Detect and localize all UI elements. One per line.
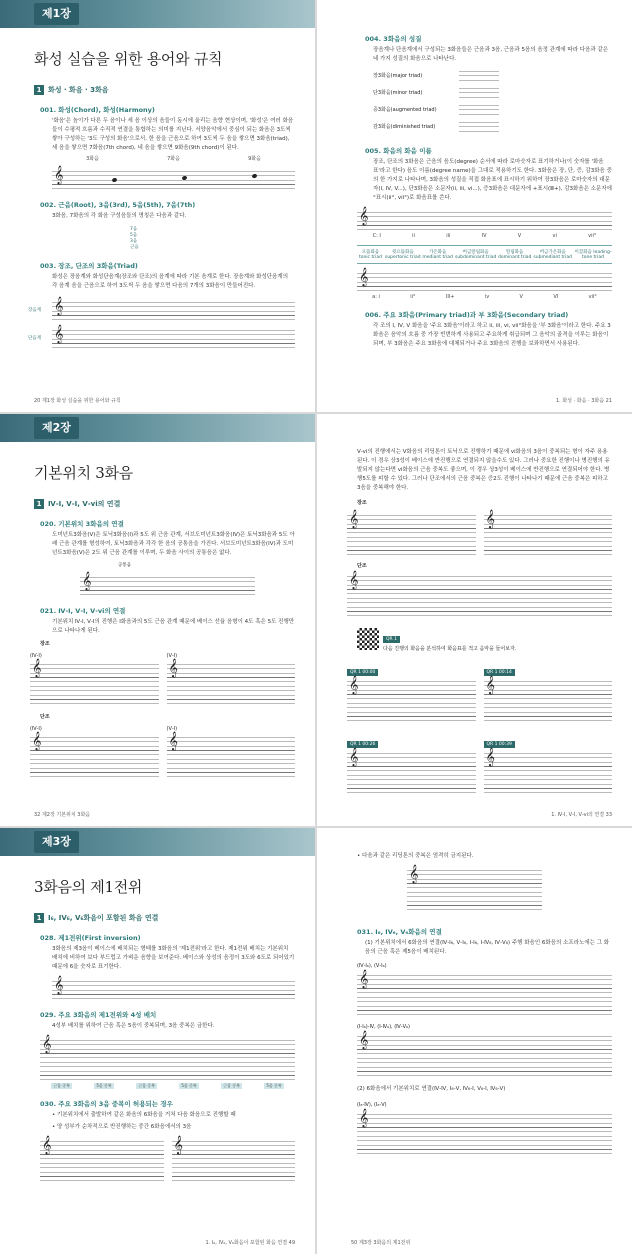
doubling-label: 근음 중복: [223, 1083, 240, 1088]
treble-clef-icon: 𝄞: [82, 571, 92, 590]
numeral: VI: [553, 294, 559, 300]
bullet-text: 양 성부가 순차적으로 반진행하는 중간 6화음에서의 3음: [57, 1124, 192, 1130]
item-heading: 003. 장조, 단조의 3화음(Triad): [40, 262, 138, 270]
degree-name: 버금딸림화음 subdominant triad: [454, 250, 497, 260]
numeral: vii°: [588, 294, 597, 300]
item-heading: 001. 화성(Chord), 화성(Harmony): [40, 106, 155, 114]
doubling-label: 근음 중복: [138, 1083, 155, 1088]
qr-code-icon[interactable]: [357, 628, 379, 650]
qr-clip-badge: QR 1 00:26: [347, 741, 378, 748]
grand-staff: [347, 747, 476, 794]
treble-clef-icon: 𝄞: [409, 864, 419, 883]
qr-text: [383, 625, 516, 652]
section-label: 화성 · 화음 · 3화음: [48, 86, 109, 94]
treble-clef-icon: 𝄞: [54, 296, 64, 315]
paragraph: 3화음의 제3음이 베이스에 배치되는 형태를 3화음의 '제1전위'라고 한다. 제1전위 배치는 기본위치 배치에 비하여 보다 부드럽고 가벼운 음향을 보여준다. 베이스와 상성의 음정이 3도와 6도로 되어있기 때문에 6을 숫자로 표기한다.: [52, 946, 295, 970]
item-heading: 021. Ⅳ-Ⅰ, Ⅴ-Ⅰ, Ⅴ-vi의 연결: [40, 607, 126, 615]
bullet-item: • 양 성부가 순차적으로 반진행하는 중간 6화음에서의 3음: [52, 1124, 192, 1130]
page-49: [0, 828, 315, 1254]
paragraph: 화성은 장음계와 화성단음계(장조와 단조)의 음계에 따라 기본 음계로 한다. 장음계와 화성단음계의 각 음계 음을 근음으로 하여 3도씩 두 음을 쌓으면 다음의 7개의 3화음이 만들어진다.: [52, 274, 289, 289]
spread-2: [0, 414, 632, 826]
chapter-tab: 제1장: [34, 3, 79, 25]
section-label: Ⅳ-Ⅰ, Ⅴ-Ⅰ, Ⅴ-vi의 연결: [48, 500, 121, 508]
music-staff: [459, 102, 499, 118]
staff-row: [0, 324, 315, 349]
legend-item: 5음: [130, 233, 138, 238]
item-heading: 005. 화음의 화음 이름: [365, 147, 432, 155]
legend-item: 근음: [130, 245, 139, 250]
quality-row: [373, 102, 612, 119]
example: [167, 653, 296, 705]
note-icon: [111, 177, 117, 182]
common-tone-label: 공통음: [118, 563, 132, 568]
chapter-banner: [0, 828, 315, 856]
example-caption: (Ⅳ-I₆), (Ⅴ-I₆): [357, 963, 387, 969]
treble-clef-icon: 𝄞: [54, 975, 64, 994]
page-footer: 1. 화성 · 화음 · 3화음 21: [555, 398, 612, 404]
example-caption: (Ⅳ-Ⅰ): [30, 726, 42, 732]
page-50: [317, 828, 632, 1254]
item-heading: 029. 주요 3화음의 제1전위와 4성 배치: [40, 1011, 157, 1019]
item-heading: 002. 근음(Root), 3음(3rd), 5음(5th), 7음(7th): [40, 201, 196, 209]
degree-name: 버금가온화음 submediant triad: [533, 250, 573, 260]
treble-clef-icon: 𝄞: [349, 509, 359, 528]
chord-label: 3화음: [86, 156, 99, 162]
numeral: V: [517, 233, 522, 239]
grand-staff: [484, 747, 613, 794]
staff-label: 단음계: [28, 336, 42, 341]
numeral: V: [519, 294, 523, 300]
section-heading: [34, 499, 315, 509]
example-grid: [40, 1135, 295, 1182]
grand-staff: [40, 1135, 164, 1182]
treble-clef-icon: 𝄞: [359, 267, 369, 286]
paragraph: 각 조의 I, IV, V 화음을 '주요 3화음'이라고 하고 ii, iii, vi, vii°화음을 '부 3화음'이라고 한다. 주요 3화음은 음악의 흐름 중 가장 빈번하게 사용되고 주요하게 취급되며 그 음악의 골격을 이루는 화음이 되며, 부 3화음은 주요 3화음에 대체되거나 주요 3화음의 진행을 보좌하면서 사용된다.: [373, 323, 611, 347]
example: [167, 726, 296, 778]
quality-label: 증3화음(augmented triad): [373, 107, 437, 113]
treble-clef-icon: 𝄞: [359, 1108, 369, 1127]
numeral: IV: [481, 233, 487, 239]
paragraph: 4성부 배치를 위하여 근음 혹은 5음이 중복되며, 3음 중복은 금한다.: [52, 1023, 215, 1029]
numeral: C: I: [372, 233, 381, 239]
numeral: iii: [446, 233, 451, 239]
treble-clef-icon: 𝄞: [485, 675, 495, 694]
example: [30, 726, 159, 778]
section-heading: [34, 85, 315, 95]
example-grid: [30, 653, 295, 705]
qr-example[interactable]: [347, 730, 476, 794]
example-caption: (Ⅴ-Ⅰ): [166, 726, 178, 732]
chapter-tab: 제3장: [34, 831, 79, 853]
numeral: ii: [412, 233, 415, 239]
staff-row: [0, 296, 315, 321]
doubling-labels: [40, 1083, 295, 1089]
grand-staff: [40, 1034, 295, 1081]
item-heading: 028. 제1전위(First inversion): [40, 934, 141, 942]
page-20: [0, 0, 315, 412]
degree-name: 이끎화음 leading-tone triad: [574, 250, 612, 260]
chapter-banner: [0, 0, 315, 28]
numeral-row: [357, 294, 612, 300]
grand-staff: [30, 658, 159, 705]
degree-name: 딸림화음 dominant triad: [497, 250, 532, 260]
music-staff: [357, 267, 612, 292]
mode-label: 장조: [357, 500, 367, 506]
page-title: 기본위치 3화음: [34, 464, 133, 482]
numeral: iv: [484, 294, 490, 300]
quality-row: [373, 68, 612, 85]
grand-staff: [484, 675, 613, 722]
quality-label: 장3화음(major triad): [373, 73, 423, 79]
numeral: vi: [552, 233, 557, 239]
chapter-tab: 제2장: [34, 417, 79, 439]
doubling-label: 5음 중복: [266, 1083, 282, 1088]
degree-name: 으뜸화음 tonic triad: [358, 250, 382, 260]
mode-label: 장조: [40, 641, 50, 647]
qr-example[interactable]: [484, 658, 613, 722]
music-staff: [52, 324, 295, 349]
grand-staff: [167, 731, 296, 778]
doubling-label: 근음 중복: [53, 1083, 70, 1088]
grand-staff: [30, 731, 159, 778]
degree-name: 윗으뜸화음 supertonic triad: [384, 250, 421, 260]
chapter-banner: [0, 414, 315, 442]
treble-clef-icon: 𝄞: [349, 570, 359, 589]
paragraph: (2) 6화음에서 기본위치로 연결(Ⅳ-Ⅳ, I₆-Ⅴ, Ⅳ₆-I, Ⅴ₆-I, Ⅳ₆-Ⅴ): [357, 1086, 506, 1092]
example-caption: (Ⅴ-Ⅰ): [166, 653, 178, 659]
music-staff: [459, 85, 499, 101]
example-caption: (I-I₆)-Ⅳ, (I-Ⅳ₆), (Ⅳ-Ⅴ₆): [357, 1024, 410, 1030]
treble-clef-icon: 𝄞: [54, 324, 64, 343]
quality-label: 감3화음(diminished triad): [373, 124, 436, 130]
numeral: ii°: [410, 294, 416, 300]
qr-description: 다음 진행의 화음을 분석하여 화음표를 적고 음악을 들어보자.: [383, 646, 517, 652]
treble-clef-icon: 𝄞: [349, 675, 359, 694]
section-heading: [34, 913, 315, 923]
example-caption: (I₆-Ⅳ), (I₆-Ⅴ): [357, 1102, 387, 1108]
qr-clip-badge: QR 1 00:39: [484, 741, 515, 748]
grand-staff: [357, 1108, 612, 1155]
numeral: a: i: [372, 294, 380, 300]
spread-1: [0, 0, 632, 412]
item-heading: 004. 3화음의 성질: [365, 35, 422, 43]
qr-badge: QR 1: [383, 636, 400, 643]
qr-row: [357, 625, 612, 652]
paragraph: Ⅴ-vi의 진행에서는 Ⅴ화음의 리딩톤이 토닉으로 진행하기 때문에 vi화음의 3음이 중복되는 형이 자주 용용된다. 이 경우 상3성이 베이스에 반진행으로 연결되지 않을수도 있다. 그러나 중요한 진행이나 병진행의 유발되지 않는다면 vi화음의 근음 중복도 좋으며, 이 경우 상3성이 베이스에 반진행으로 연결되어야 한다. 병행5도를 피할 수 있다. 그러나 단조에서의 근음 중복은 증2도 진행이 나타나기 때문에 근음 중복은 피하고 3음을 중복해야 한다.: [357, 449, 610, 491]
item-heading: 020. 기본위치 3화음의 연결: [40, 520, 124, 528]
page-footer: 50 제3장 3화음의 제1전위: [351, 1240, 411, 1246]
quality-label: 단3화음(minor triad): [373, 90, 423, 96]
qr-example-grid: [347, 658, 612, 794]
grand-staff: [357, 1030, 612, 1077]
example-grid: [30, 726, 295, 778]
quality-row: [373, 119, 612, 136]
music-staff: [459, 68, 499, 84]
numeral: III+: [445, 294, 455, 300]
bullet-item: • 다음과 같은 리딩톤의 중복은 엄격히 금지된다.: [357, 853, 474, 859]
page-footer: 1. I₆, IV₆, V₆화음이 포함된 화음 연결 49: [205, 1240, 295, 1246]
grand-staff: [407, 864, 542, 911]
paragraph: 기본위치 Ⅳ-Ⅰ, Ⅴ-Ⅰ의 진행은 Ⅰ화음과의 5도 근음 관계 때문에 베이스 선율 음형이 4도 혹은 5도 진행만으로 나타나게 된다.: [52, 619, 295, 634]
section-number: 1: [34, 499, 44, 509]
treble-clef-icon: 𝄞: [168, 731, 178, 750]
qr-example[interactable]: [484, 730, 613, 794]
treble-clef-icon: 𝄞: [168, 658, 178, 677]
paragraph: 장조, 단조의 3화음은 근음의 음도(degree) 순서에 따라 로마숫자로 표기하거나(이 숫자를 '화음 표'라고 한다) 음도 이름(degree name)을 그대로 적용하기도 한다. 3화음은 장, 단, 증, 감3화음 중의 한 가지로 나타나며, 3화음의 성질을 직접 화음표에 표시하기 위하여 장3화음은 로마숫자의 대문자(I, IV, V...), 단3화음은 소문자(ii, iii, vi...), 증3화음은 대문자에 +표시(Ⅲ+), 감3화음은 소문자에 °표시(ii°, vii°)로 화음표를 쓴다.: [373, 159, 612, 201]
page-21: [317, 0, 632, 412]
degree-name-table: [357, 245, 612, 264]
treble-clef-icon: 𝄞: [359, 969, 369, 988]
example-caption: (Ⅳ-Ⅰ): [30, 653, 42, 659]
music-staff: [80, 571, 255, 596]
music-staff: [52, 296, 295, 321]
item-heading: 030. 주요 3화음의 3음 중복이 허용되는 경우: [40, 1100, 173, 1108]
mode-label: 단조: [40, 714, 50, 720]
mode-label: 단조: [357, 563, 367, 569]
treble-clef-icon: 𝄞: [359, 206, 369, 225]
paragraph: 장음계나 단음계에서 구성되는 3화음들은 근음과 3음, 근음과 5음의 음정 관계에 따라 다음과 같은 네 가지 성질의 화음으로 나타난다.: [373, 47, 609, 62]
qr-clip-badge: QR 1 00:14: [484, 669, 515, 676]
note-icon: [251, 173, 257, 178]
treble-clef-icon: 𝄞: [485, 509, 495, 528]
staff-label: 장음계: [28, 308, 42, 313]
degree-name: 가온화음 mediant triad: [422, 250, 453, 260]
paragraph: 도미넌트3화음(V)은 토닉3화음(I)과 5도 위 근음 관계, 서브도미넌트3화음(IV)은 토닉3화음과 5도 아래 근음 관계를 형성하여, 토닉3화음과 각각 한 음의 공통음을 가진다. 서브도미넌트3화음(IV)과 도미넌트3화음(V)은 2도 위 근음 관계를 이루며, 두 화음 사이의 공통음은 없다.: [52, 532, 295, 556]
page-footer: 1. Ⅳ-Ⅰ, Ⅴ-Ⅰ, Ⅴ-vi의 연결 33: [551, 812, 612, 818]
doubling-label: 5음 중복: [96, 1083, 112, 1088]
music-staff: [52, 165, 295, 190]
treble-clef-icon: 𝄞: [54, 165, 64, 184]
section-number: 1: [34, 85, 44, 95]
grand-staff: [357, 969, 612, 1016]
grand-staff: [167, 658, 296, 705]
chord-label: 9화음: [248, 156, 261, 162]
page-title: 화성 실습을 위한 용어와 규칙: [34, 50, 223, 68]
numeral-row: [357, 233, 612, 239]
qr-clip-badge: QR 1 00:00: [347, 669, 378, 676]
bullet-text: 다음과 같은 리딩톤의 중복은 엄격히 금지된다.: [362, 853, 474, 859]
item-heading: 031. I₆, IV₆, V₆화음의 연결: [357, 928, 442, 936]
quality-row: [373, 85, 612, 102]
bullet-item: • 기본위치에서 출발하여 같은 화음의 6화음을 거쳐 다음 화음으로 진행할 때: [52, 1112, 236, 1118]
music-staff: [357, 206, 612, 231]
chord-labels: [52, 155, 295, 162]
treble-clef-icon: 𝄞: [349, 747, 359, 766]
page-title: 3화음의 제1전위: [34, 878, 143, 896]
paragraph: '화음'은 높이가 다른 두 음이나 세 음 이상의 음들이 동시에 울리는 음향 현상이며, '화성'은 여러 화음들이 수평적 흐름과 수직적 연결을 통합하는 의미를 지닌다. 서양음악에서 중심이 되는 화음은 3도씩 쌓아 구성하는 '3도 구성의 화음'으로서, 한 음을 근음으로 하여 3도씩 두 음을 쌓으면 3화음(triad), 세 음을 쌓으면 7화음(7th chord), 네 음을 쌓으면 9화음(9th chord)이 된다.: [52, 118, 294, 151]
qr-example[interactable]: [347, 658, 476, 722]
chord-tone-legend: [130, 227, 315, 251]
grand-staff: [347, 675, 476, 722]
quality-list: [373, 68, 612, 136]
chord-label: 7화음: [167, 156, 180, 162]
page-footer: 20 제1장 화성 실습을 위한 용어와 규칙: [34, 398, 121, 404]
paragraph: 3화음, 7화음의 각 화음 구성음들의 명칭은 다음과 같다.: [52, 213, 187, 219]
doubling-label: 5음 중복: [181, 1083, 197, 1088]
bullet-text: 기본위치에서 출발하여 같은 화음의 6화음을 거쳐 다음 화음으로 진행할 때: [57, 1112, 236, 1118]
paragraph: (1) 기본위치에서 6화음의 연결(Ⅳ-I₆, Ⅴ-I₆, I-I₆, I-Ⅳ₆, Ⅳ-Ⅴ₆) 주행 화음인 6화음의 소프라노에는 그 화음의 근음 혹은 제5음이 배치된다.: [365, 940, 610, 955]
item-heading: 006. 주요 3화음(Primary triad)과 부 3화음(Secondary triad): [365, 311, 569, 319]
treble-clef-icon: 𝄞: [32, 658, 42, 677]
treble-clef-icon: 𝄞: [42, 1034, 52, 1053]
grand-staff: [172, 1135, 296, 1182]
grand-staff: [347, 509, 476, 556]
treble-clef-icon: 𝄞: [42, 1135, 52, 1154]
example-grid: [347, 509, 612, 556]
numeral: vii°: [588, 233, 597, 239]
section-number: 1: [34, 913, 44, 923]
legend-item: 7음: [130, 227, 138, 232]
example: [30, 653, 159, 705]
spread-3: [0, 828, 632, 1254]
treble-clef-icon: 𝄞: [359, 1030, 369, 1049]
section-label: I₆, IV₆, V₆화음이 포함된 화음 연결: [48, 914, 159, 922]
treble-clef-icon: 𝄞: [485, 747, 495, 766]
legend-item: 3음: [130, 239, 138, 244]
page-33: [317, 414, 632, 826]
treble-clef-icon: 𝄞: [173, 1135, 183, 1154]
page-32: [0, 414, 315, 826]
grand-staff: [347, 570, 612, 617]
treble-clef-icon: 𝄞: [32, 731, 42, 750]
music-staff: [459, 119, 499, 135]
page-footer: 32 제2장 기본위치 3화음: [34, 812, 91, 818]
music-staff: [52, 975, 295, 1000]
note-icon: [181, 175, 187, 180]
grand-staff: [484, 509, 613, 556]
